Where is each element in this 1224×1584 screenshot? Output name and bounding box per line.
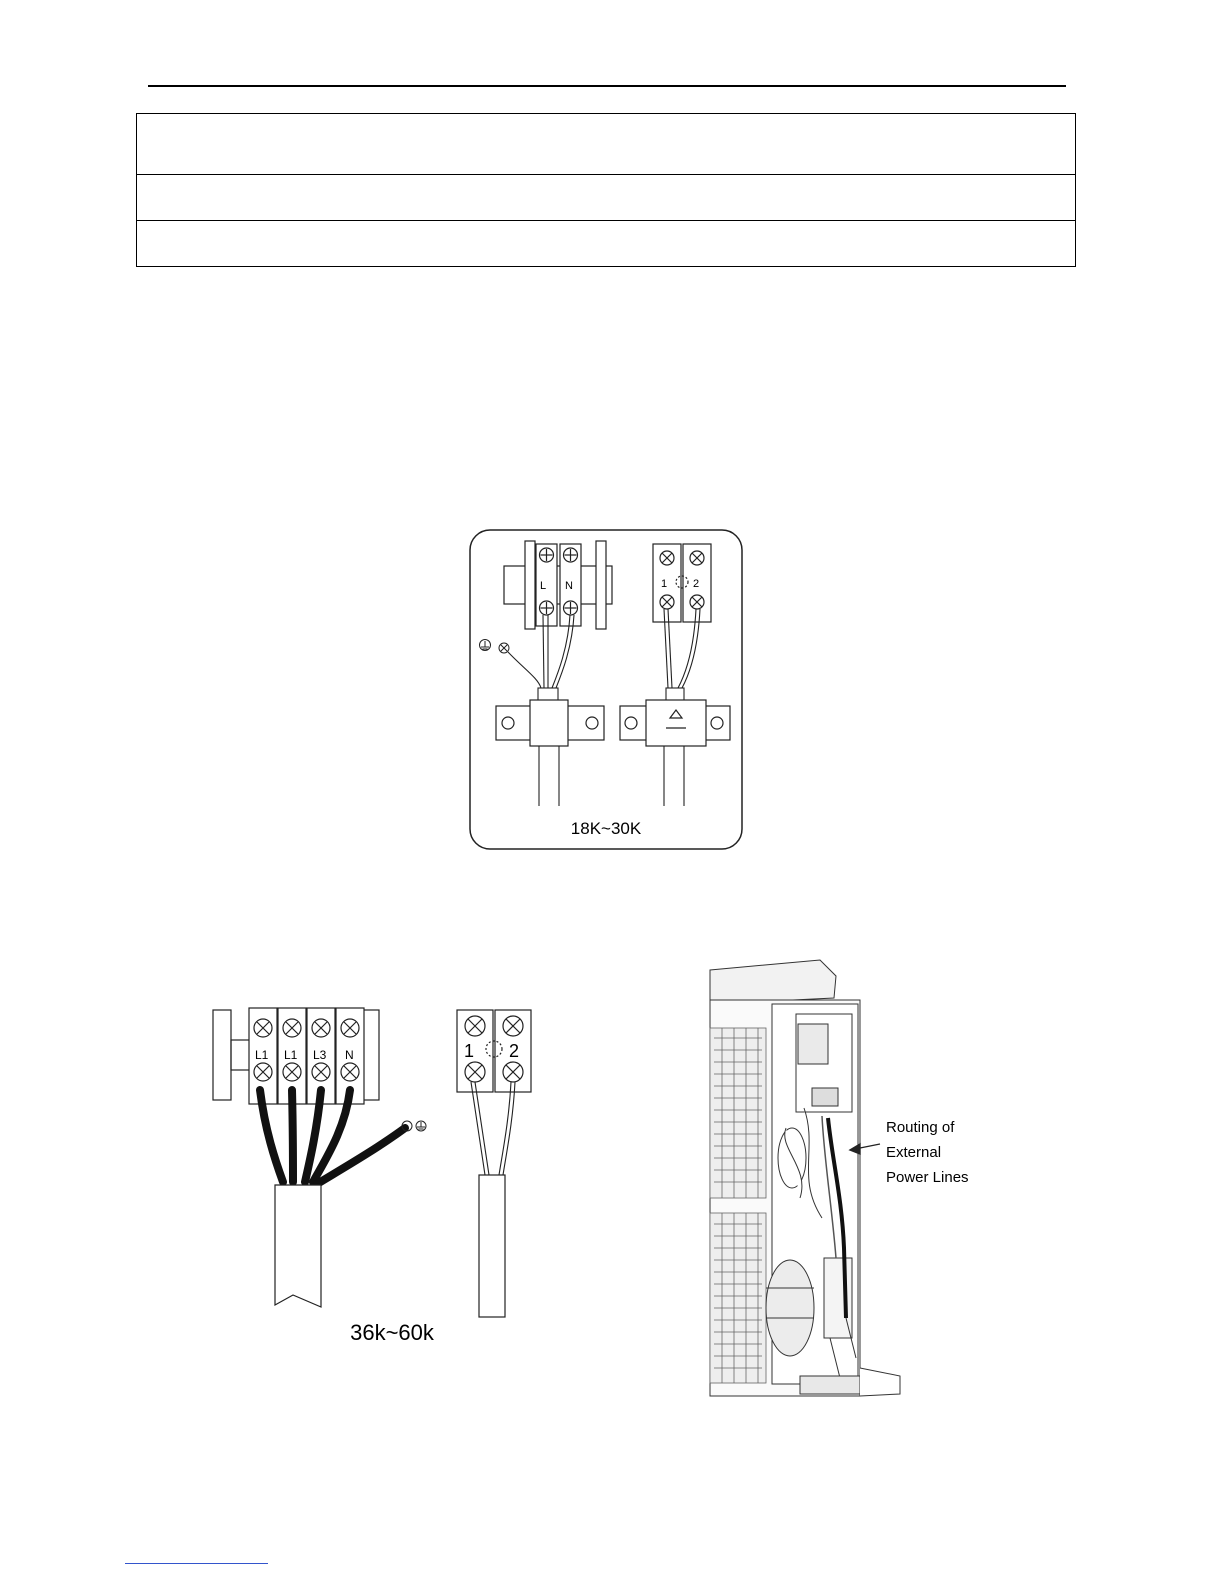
terminal-label-1: 1 bbox=[464, 1041, 475, 1061]
header-rule bbox=[148, 85, 1066, 87]
terminal-label-n: N bbox=[345, 1048, 354, 1062]
info-table bbox=[136, 113, 1076, 267]
diagram-caption: 36k~60k bbox=[350, 1320, 434, 1345]
unit-top bbox=[710, 960, 836, 1004]
terminal-label-1: 1 bbox=[661, 578, 668, 590]
power-terminal-block bbox=[504, 541, 612, 629]
terminal-label-l3: L3 bbox=[313, 1048, 327, 1062]
signal-wires bbox=[471, 1082, 515, 1175]
wiring-diagram-36k-60k bbox=[205, 1000, 545, 1350]
callout-text-line-1: Routing of bbox=[886, 1119, 955, 1136]
terminal-label-l1-second: L1 bbox=[284, 1048, 298, 1062]
info-row bbox=[137, 175, 1075, 221]
terminal-label-l1: L1 bbox=[255, 1048, 269, 1062]
signal-cable-sheath bbox=[479, 1175, 505, 1317]
ground-icon bbox=[480, 640, 510, 654]
info-row bbox=[137, 221, 1075, 266]
footer-rule bbox=[125, 1563, 268, 1564]
signal-cable-clamp bbox=[620, 700, 730, 746]
terminal-label-n: N bbox=[565, 580, 573, 592]
power-cable bbox=[539, 746, 559, 806]
callout-text-line-2: External bbox=[886, 1144, 942, 1161]
terminal-label-2: 2 bbox=[693, 578, 700, 590]
service-panel-internals bbox=[766, 1004, 900, 1396]
power-cable-clamp bbox=[496, 700, 604, 746]
terminal-label-2: 2 bbox=[509, 1041, 520, 1061]
info-row bbox=[137, 114, 1075, 175]
callout-text-line-3: Power Lines bbox=[886, 1169, 969, 1186]
fan-grille-lower bbox=[710, 1213, 766, 1383]
terminal-label-l: L bbox=[540, 580, 547, 592]
fan-grille-upper bbox=[710, 1028, 766, 1198]
wiring-diagram-18k-30k bbox=[468, 528, 744, 851]
diagram-caption: 18K~30K bbox=[570, 819, 642, 838]
signal-cable bbox=[664, 746, 684, 806]
outdoor-unit-illustration bbox=[700, 958, 1000, 1403]
power-cable-sheath bbox=[275, 1185, 321, 1307]
